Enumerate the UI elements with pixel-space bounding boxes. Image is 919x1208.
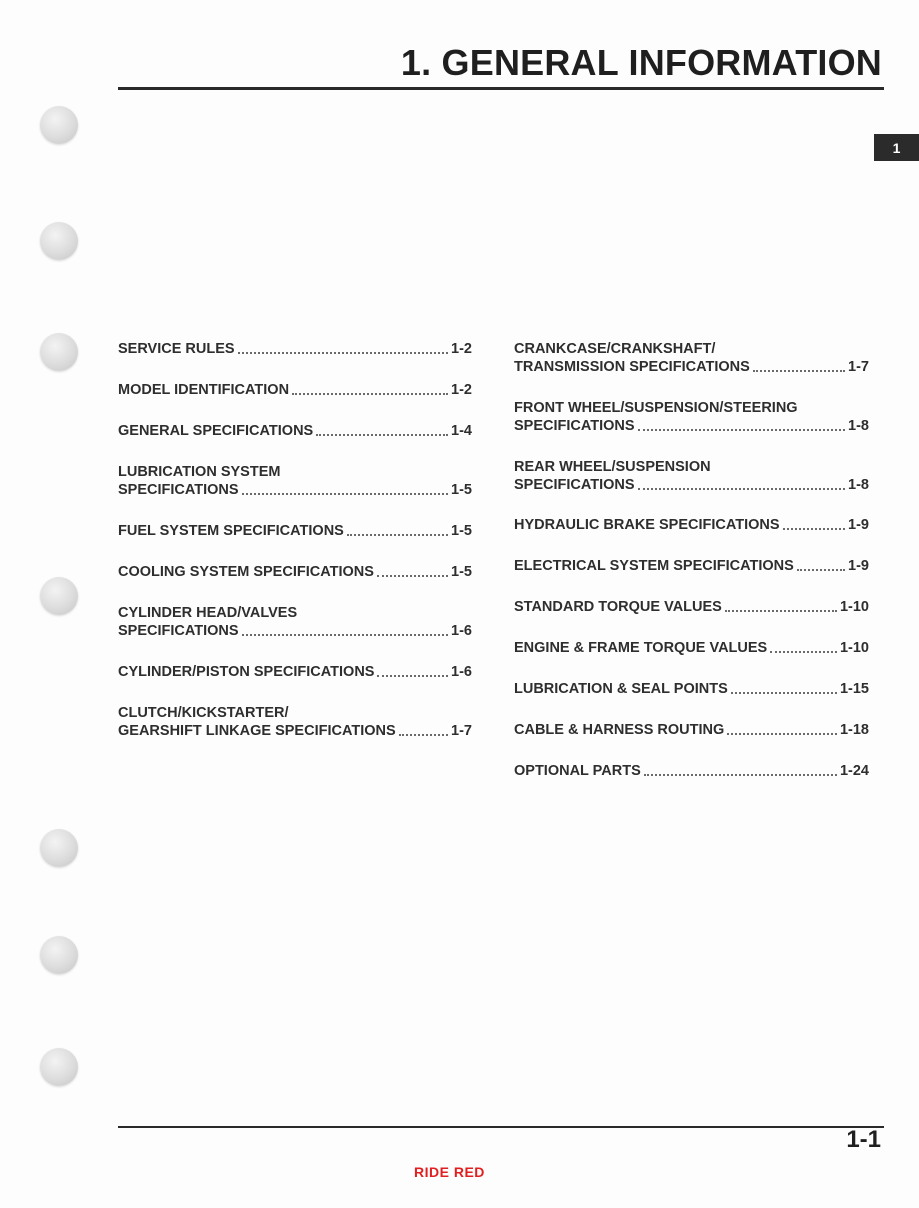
toc-entry[interactable] xyxy=(514,598,869,616)
toc-entry-page: 1-10 xyxy=(839,640,869,656)
toc-entry-label: ELECTRICAL SYSTEM SPECIFICATIONS xyxy=(514,558,794,574)
page-number: 1-1 xyxy=(846,1126,881,1153)
toc-entry[interactable] xyxy=(118,463,472,499)
dot-leader xyxy=(316,434,448,436)
footer-rule xyxy=(118,1126,884,1128)
toc-entry-label: SPECIFICATIONS xyxy=(118,623,239,639)
toc-entry-page: 1-7 xyxy=(451,723,472,739)
toc-entry-page: 1-8 xyxy=(848,418,869,434)
toc-entry-label: SPECIFICATIONS xyxy=(514,418,635,434)
toc-entry-label: COOLING SYSTEM SPECIFICATIONS xyxy=(118,564,374,580)
toc-entry[interactable] xyxy=(514,721,869,739)
toc-entry[interactable] xyxy=(514,639,869,657)
dot-leader xyxy=(783,528,845,530)
dot-leader xyxy=(347,534,448,536)
toc-entry-page: 1-18 xyxy=(839,722,869,738)
dot-leader xyxy=(377,675,448,677)
toc-entry[interactable] xyxy=(118,704,472,740)
dot-leader xyxy=(238,352,448,354)
toc-entry-label: FUEL SYSTEM SPECIFICATIONS xyxy=(118,523,344,539)
binder-hole xyxy=(40,829,78,867)
brand-watermark: RIDE RED xyxy=(414,1164,485,1180)
toc-entry-page: 1-2 xyxy=(451,382,472,398)
toc-entry[interactable] xyxy=(118,522,472,540)
toc-entry-label: TRANSMISSION SPECIFICATIONS xyxy=(514,359,750,375)
toc-entry-label: SPECIFICATIONS xyxy=(514,477,635,493)
dot-leader xyxy=(727,733,837,735)
toc-entry[interactable] xyxy=(118,563,472,581)
toc-entry-label: LUBRICATION SYSTEM xyxy=(118,464,281,480)
toc-entry-label: CABLE & HARNESS ROUTING xyxy=(514,722,725,738)
dot-leader xyxy=(725,610,837,612)
toc-entry-page: 1-4 xyxy=(451,423,472,439)
binder-hole xyxy=(40,106,78,144)
toc-entry[interactable] xyxy=(514,399,869,435)
section-tab[interactable]: 1 xyxy=(874,134,919,161)
dot-leader xyxy=(644,774,837,776)
toc-entry-label: SPECIFICATIONS xyxy=(118,482,239,498)
page-title: 1. GENERAL INFORMATION xyxy=(400,42,882,83)
toc-entry[interactable] xyxy=(514,340,869,376)
dot-leader xyxy=(292,393,448,395)
toc-entry-page: 1-10 xyxy=(839,599,869,615)
toc-entry-page: 1-6 xyxy=(451,623,472,639)
toc-entry-label: SERVICE RULES xyxy=(118,341,235,357)
toc-entry-label: CYLINDER/PISTON SPECIFICATIONS xyxy=(118,664,375,680)
toc-entry-label: STANDARD TORQUE VALUES xyxy=(514,599,722,615)
toc-entry-page: 1-5 xyxy=(451,523,472,539)
toc-entry-page: 1-24 xyxy=(839,763,869,779)
dot-leader xyxy=(242,634,448,636)
dot-leader xyxy=(797,569,845,571)
toc-entry-page: 1-9 xyxy=(848,558,869,574)
toc-entry[interactable] xyxy=(514,680,869,698)
dot-leader xyxy=(377,575,448,577)
toc-entry[interactable] xyxy=(118,381,472,399)
binder-hole xyxy=(40,222,78,260)
toc-entry-label: CYLINDER HEAD/VALVES xyxy=(118,605,298,621)
toc-entry-label: GEARSHIFT LINKAGE SPECIFICATIONS xyxy=(118,723,396,739)
toc-entry[interactable] xyxy=(118,663,472,681)
dot-leader xyxy=(753,370,845,372)
toc-entry[interactable] xyxy=(118,422,472,440)
toc-entry-label: MODEL IDENTIFICATION xyxy=(118,382,290,398)
toc-entry-label: LUBRICATION & SEAL POINTS xyxy=(514,681,728,697)
toc-entry-page: 1-2 xyxy=(451,341,472,357)
toc-entry-label: CRANKCASE/CRANKSHAFT/ xyxy=(514,341,716,357)
toc-entry-label: CLUTCH/KICKSTARTER/ xyxy=(118,705,289,721)
toc-entry-label: OPTIONAL PARTS xyxy=(514,763,641,779)
dot-leader xyxy=(731,692,837,694)
dot-leader xyxy=(242,493,448,495)
toc-entry-page: 1-15 xyxy=(839,681,869,697)
toc-entry[interactable] xyxy=(118,604,472,640)
toc-entry-page: 1-9 xyxy=(848,517,869,533)
toc-entry-label: HYDRAULIC BRAKE SPECIFICATIONS xyxy=(514,517,780,533)
toc-entry[interactable] xyxy=(514,762,869,780)
binder-hole xyxy=(40,1048,78,1086)
toc-entry[interactable] xyxy=(118,340,472,358)
toc-entry[interactable] xyxy=(514,516,869,534)
toc-entry-label: FRONT WHEEL/SUSPENSION/STEERING xyxy=(514,400,798,416)
toc-entry-label: REAR WHEEL/SUSPENSION xyxy=(514,459,711,475)
binder-hole xyxy=(40,936,78,974)
toc-entry-label: GENERAL SPECIFICATIONS xyxy=(118,423,314,439)
toc-entry-page: 1-6 xyxy=(451,664,472,680)
dot-leader xyxy=(770,651,837,653)
toc-entry-page: 1-5 xyxy=(451,482,472,498)
toc-entry-page: 1-5 xyxy=(451,564,472,580)
binder-hole xyxy=(40,577,78,615)
toc-entry-label: ENGINE & FRAME TORQUE VALUES xyxy=(514,640,768,656)
toc-entry[interactable] xyxy=(514,458,869,494)
binder-hole xyxy=(40,333,78,371)
header-rule xyxy=(118,87,884,90)
dot-leader xyxy=(638,488,845,490)
toc-entry[interactable] xyxy=(514,557,869,575)
toc-entry-page: 1-7 xyxy=(848,359,869,375)
dot-leader xyxy=(638,429,845,431)
dot-leader xyxy=(399,734,448,736)
toc-entry-page: 1-8 xyxy=(848,477,869,493)
